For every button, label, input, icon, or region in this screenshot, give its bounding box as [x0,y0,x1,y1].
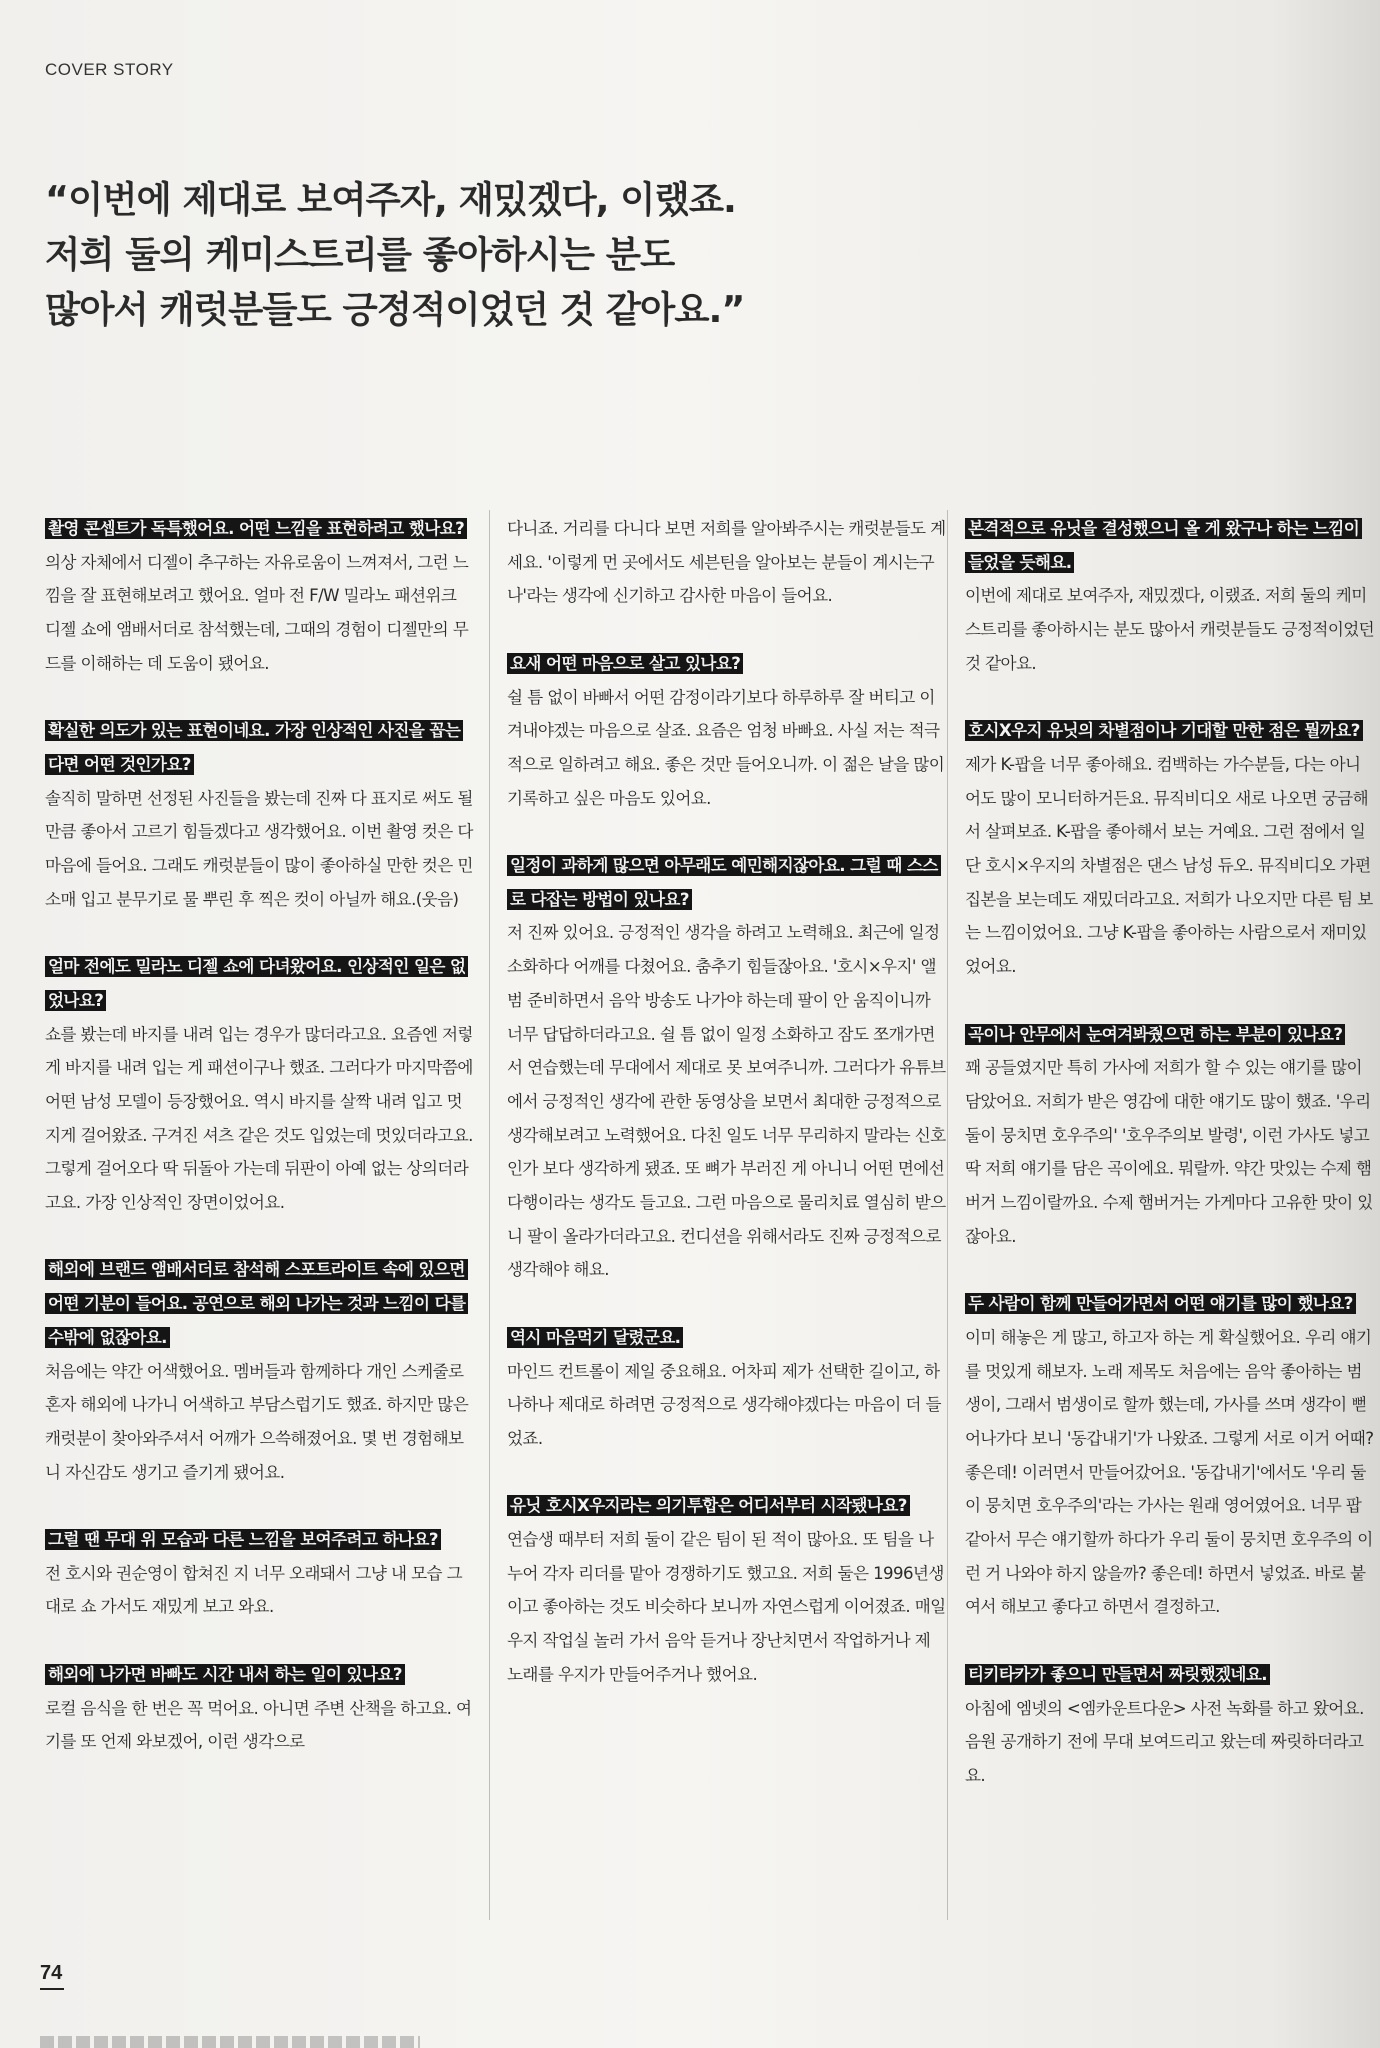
interview-answer: 이미 해놓은 게 많고, 하고자 하는 게 확실했어요. 우리 얘기를 멋있게 해보자. 노래 제목도 처음에는 음악 좋아하는 범생이, 그래서 범생이로 할까 했는데, 가사를 쓰며 생각이 뻗어나가다 보니 '동갑내기'가 나왔죠. 그렇게 서로 이거 어때? 좋은데! 이러면서 만들어갔어요. '동갑내기'에서도 '우리 둘이 뭉치면 호우주의'라는 가사는 원래 영어였어요. 너무 팝 같아서 무슨 얘기할까 하다가 우리 둘이 뭉치면 호우주의 이런 거 나와야 하지 않을까? 좋은데! 하면서 넣었죠. 바로 붙여서 해보고 좋다고 하면서 결정하고. [965,1327,1374,1617]
page-number: 74 [40,1962,63,1984]
question-text: 본격적으로 유닛을 결성했으니 올 게 왔구나 하는 느낌이 들었을 듯해요. [965,518,1362,573]
interview-question [507,1321,947,1355]
question-text: 티키타카가 좋으니 만들면서 짜릿했겠네요. [965,1664,1270,1685]
interview-question [965,1287,1375,1321]
column-divider [489,510,490,1920]
interview-answer: 의상 자체에서 디젤이 추구하는 자유로움이 느껴져서, 그런 느낌을 잘 표현해보려고 했어요. 얼마 전 F/W 밀라노 패션위크 디젤 쇼에 앰배서더로 참석했는데, 그때의 경험이 디젤만의 무드를 이해하는 데 도움이 됐어요. [45,552,469,673]
qa-block [507,647,947,816]
qa-block [965,714,1375,984]
question-text: 역시 마음먹기 달렸군요. [507,1327,683,1348]
interview-answer: 처음에는 약간 어색했어요. 멤버들과 함께하다 개인 스케줄로 혼자 해외에 나가니 어색하고 부담스럽기도 했죠. 하지만 많은 캐럿분이 찾아와주셔서 어깨가 으쓱해졌어요. 몇 번 경험해보니 자신감도 생기고 즐기게 됐어요. [45,1361,469,1482]
qa-block [965,512,1375,681]
pull-quote-line: 많아서 캐럿분들도 긍정적이었던 것 같아요.” [45,288,745,331]
qa-block [507,512,947,613]
interview-question [965,512,1375,579]
question-text: 확실한 의도가 있는 표현이네요. 가장 인상적인 사진을 꼽는다면 어떤 것인가요? [45,720,463,775]
question-text: 두 사람이 함께 만들어가면서 어떤 얘기를 많이 했나요? [965,1293,1356,1314]
interview-answer: 쇼를 봤는데 바지를 내려 입는 경우가 많더라고요. 요즘엔 저렇게 바지를 내려 입는 게 패션이구나 했죠. 그러다가 마지막쯤에 어떤 남성 모델이 등장했어요. 역시 바지를 살짝 내려 입고 멋지게 걸어왔죠. 구겨진 셔츠 같은 것도 입었는데 멋있더라고요. 그렇게 걸어오다 딱 뒤돌아 가는데 뒤판이 아예 없는 상의더라고요. 가장 인상적인 장면이었어요. [45,1024,473,1213]
interview-answer: 마인드 컨트롤이 제일 중요해요. 어차피 제가 선택한 길이고, 하나하나 제대로 하려면 긍정적으로 생각해야겠다는 마음이 더 들었죠. [507,1361,941,1448]
qa-block [45,512,475,681]
pull-quote [45,172,1245,337]
qa-block [45,714,475,916]
article-column-1 [45,512,475,1793]
question-text: 얼마 전에도 밀라노 디젤 쇼에 다녀왔어요. 인상적인 일은 없었나요? [45,956,468,1011]
question-text: 유닛 호시X우지라는 의기투합은 어디서부터 시작됐나요? [507,1495,910,1516]
interview-answer: 쉴 틈 없이 바빠서 어떤 감정이라기보다 하루하루 잘 버티고 이겨내야겠는 마음으로 살죠. 요즘은 엄청 바빠요. 사실 저는 적극적으로 일하려고 해요. 좋은 것만 들어오니까. 이 젊은 날을 많이 기록하고 싶은 마음도 있어요. [507,687,945,808]
article-column-3 [965,512,1375,1826]
question-text: 촬영 콘셉트가 독특했어요. 어떤 느낌을 표현하려고 했나요? [45,518,467,539]
qa-block [507,1489,947,1691]
page-number-underline [40,1988,64,1990]
interview-question [507,647,947,681]
interview-question [965,1658,1375,1692]
interview-answer: 아침에 엠넷의 <엠카운트다운> 사전 녹화를 하고 왔어요. 음원 공개하기 전에 무대 보여드리고 왔는데 짜릿하더라고요. [965,1698,1364,1785]
qa-block [965,1658,1375,1793]
qa-block [507,849,947,1287]
qa-block [45,950,475,1220]
qa-block [45,1523,475,1624]
qa-block [965,1287,1375,1624]
qa-block [507,1321,947,1456]
question-text: 요새 어떤 마음으로 살고 있나요? [507,653,743,674]
interview-answer: 로컬 음식을 한 번은 꼭 먹어요. 아니면 주변 산책을 하고요. 여기를 또 언제 와보겠어, 이런 생각으로 [45,1698,472,1752]
article-column-2 [507,512,947,1725]
column-divider [947,510,948,1920]
interview-question [45,714,475,781]
interview-answer: 연습생 때부터 저희 둘이 같은 팀이 된 적이 많아요. 또 팀을 나누어 각자 리더를 맡아 경쟁하기도 했고요. 저희 둘은 1996년생이고 좋아하는 것도 비슷하다 보니까 자연스럽게 이어졌죠. 매일 우지 작업실 놀러 가서 음악 듣거나 장난치면서 작업하거나 제 노래를 우지가 만들어주거나 했어요. [507,1530,946,1684]
pull-quote-line: “이번에 제대로 보여주자, 재밌겠다, 이랬죠. [45,178,736,221]
interview-answer: 이번에 제대로 보여주자, 재밌겠다, 이랬죠. 저희 둘의 케미스트리를 좋아하시는 분도 많아서 캐럿분들도 긍정적이었던 것 같아요. [965,586,1375,673]
interview-answer: 전 호시와 권순영이 합쳐진 지 너무 오래돼서 그냥 내 모습 그대로 쇼 가서도 재밌게 보고 와요. [45,1563,463,1617]
interview-answer: 꽤 공들였지만 특히 가사에 저희가 할 수 있는 얘기를 많이 담았어요. 저희가 받은 영감에 대한 얘기도 많이 했죠. '우리 둘이 뭉치면 호우주의' '호우주의보 발령', 이런 가사도 넣고 딱 저희 얘기를 담은 곡이에요. 뭐랄까. 약간 맛있는 수제 햄버거 느낌이랄까요. 수제 햄버거는 가게마다 고유한 맛이 있잖아요. [965,1058,1373,1246]
interview-question [45,512,475,546]
interview-question [45,1523,475,1557]
interview-question [45,1658,475,1692]
interview-answer: 제가 K-팝을 너무 좋아해요. 컴백하는 가수분들, 다는 아니어도 많이 모니터하거든요. 뮤직비디오 새로 나오면 궁금해서 살펴보죠. K-팝을 좋아해서 보는 거예요. 그런 점에서 일단 호시×우지의 차별점은 댄스 남성 듀오. 뮤직비디오 가편집본을 보는데도 재밌더라고요. 저희가 나오지만 다른 팀 보는 느낌이었어요. 그냥 K-팝을 좋아하는 사람으로서 재미있었어요. [965,754,1373,977]
question-text: 그럴 땐 무대 위 모습과 다른 느낌을 보여주려고 하나요? [45,1529,441,1550]
next-page-bleed [40,2036,420,2048]
qa-block [45,1658,475,1759]
interview-question [45,1253,475,1354]
interview-answer: 솔직히 말하면 선정된 사진들을 봤는데 진짜 다 표지로 써도 될 만큼 좋아서 고르기 힘들겠다고 생각했어요. 이번 촬영 컷은 다 마음에 들어요. 그래도 캐럿분들이 많이 좋아하실 만한 컷은 민소매 입고 분무기로 물 뿌린 후 찍은 컷이 아닐까 해요.(웃음) [45,788,473,909]
question-text: 일정이 과하게 많으면 아무래도 예민해지잖아요. 그럴 때 스스로 다잡는 방법이 있나요? [507,855,941,910]
pull-quote-line: 저희 둘의 케미스트리를 좋아하시는 분도 [45,233,675,276]
question-text: 호시X우지 유닛의 차별점이나 기대할 만한 점은 뭘까요? [965,720,1363,741]
interview-answer: 다니죠. 거리를 다니다 보면 저희를 알아봐주시는 캐럿분들도 계세요. '이렇게 먼 곳에서도 세븐틴을 알아보는 분들이 계시는구나'라는 생각에 신기하고 감사한 마음이 들어요. [507,519,946,606]
question-text: 해외에 나가면 바빠도 시간 내서 하는 일이 있나요? [45,1664,405,1685]
interview-question [507,1489,947,1523]
question-text: 해외에 브랜드 앰배서더로 참석해 스포트라이트 속에 있으면 어떤 기분이 들어요. 공연으로 해외 나가는 것과 느낌이 다를 수밖에 없잖아요. [45,1259,468,1347]
qa-block [45,1253,475,1489]
qa-block [965,1018,1375,1254]
interview-question [507,849,947,916]
interview-question [965,714,1375,748]
interview-question [45,950,475,1017]
section-label: COVER STORY [45,60,174,79]
interview-question [965,1018,1375,1052]
interview-answer: 저 진짜 있어요. 긍정적인 생각을 하려고 노력해요. 최근에 일정 소화하다 어깨를 다쳤어요. 춤추기 힘들잖아요. '호시×우지' 앨범 준비하면서 음악 방송도 나가야 하는데 팔이 안 움직이니까 너무 답답하더라고요. 쉴 틈 없이 일정 소화하고 잠도 쪼개가면서 연습했는데 무대에서 제대로 못 보여주니까. 그러다가 유튜브에서 긍정적인 생각에 관한 동영상을 보면서 최대한 긍정적으로 생각해보려고 노력했어요. 다친 일도 너무 무리하지 말라는 신호인가 보다 생각하게 됐죠. 또 뼈가 부러진 게 아니니 어떤 면에선 다행이라는 생각도 들고요. 그런 마음으로 물리치료 열심히 받으니 팔이 올라가더라고요. 컨디션을 위해서라도 진짜 긍정적으로 생각해야 해요. [507,923,946,1280]
question-text: 곡이나 안무에서 눈여겨봐줬으면 하는 부분이 있나요? [965,1024,1345,1045]
